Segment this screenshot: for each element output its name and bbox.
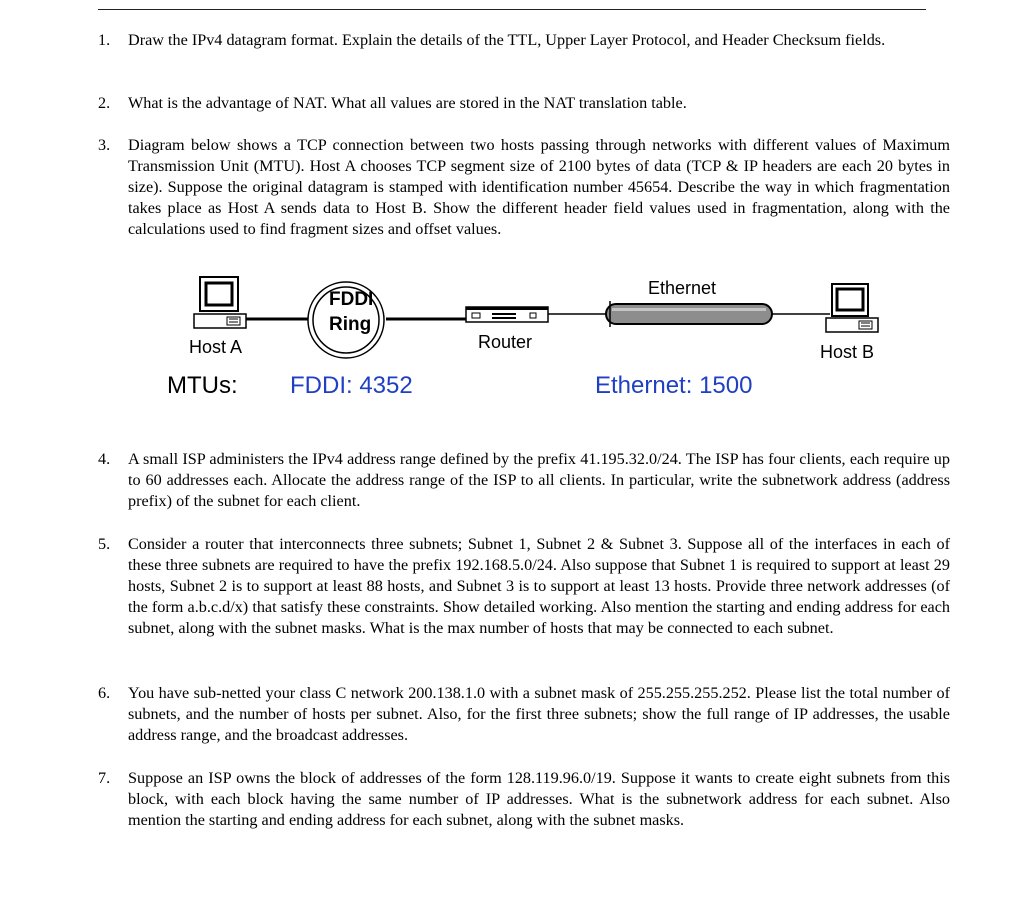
- top-rule: [98, 9, 926, 10]
- ethernet-label: Ethernet: [648, 278, 717, 298]
- question-text: Suppose an ISP owns the block of addresses of the form 128.119.96.0/19. Suppose it wants to create eight subnets from this block, with each block having the same number of IP addresses. What is the subnetwork address for each subnet. Also mention the starting and ending address for each subnet, along with the subnet masks.: [128, 769, 950, 829]
- question-number: 4.: [98, 450, 111, 468]
- ring-label: Ring: [329, 314, 372, 335]
- host-a-computer-icon: [194, 277, 246, 328]
- question-text: What is the advantage of NAT. What all values are stored in the NAT translation table.: [128, 94, 687, 112]
- question-6: [98, 683, 950, 746]
- fddi-label: FDDI: [329, 289, 374, 310]
- question-text: Draw the IPv4 datagram format. Explain the details of the TTL, Upper Layer Protocol, and Header Checksum fields.: [128, 31, 886, 49]
- host-b-label: Host B: [820, 342, 875, 362]
- host-b-computer-icon: [826, 284, 878, 332]
- network-diagram: [0, 268, 1024, 408]
- ethernet-mtu-value: Ethernet: 1500: [595, 372, 753, 399]
- question-number: 2.: [98, 94, 111, 112]
- question-number: 5.: [98, 535, 111, 553]
- mtus-label: MTUs:: [167, 372, 238, 399]
- question-text: A small ISP administers the IPv4 address range defined by the prefix 41.195.32.0/24. The ISP has four clients, each require up to 60 addresses each. Allocate the address range of the ISP to all clients. In particular, write the subnetwork address (address prefix) of the subnet for each client.: [128, 450, 950, 510]
- question-1: [98, 30, 950, 51]
- question-text: Consider a router that interconnects three subnets; Subnet 1, Subnet 2 & Subnet 3. Suppose all of the interfaces in each of these three subnets are required to have the prefix 192.168.5.0/24. Also suppose that Subnet 1 is required to support at least 29 hosts, Subnet 2 is to support at least 88 hosts, and Subnet 3 is to support at least 13 hosts. Provide three network addresses (of the form a.b.c.d/x) that satisfy these constraints. Show detailed working. Also mention the starting and ending address for each subnet, along with the subnet masks. What is the max number of hosts that may be connected to each subnet.: [128, 535, 950, 637]
- question-number: 6.: [98, 684, 111, 702]
- router-label: Router: [478, 332, 533, 352]
- question-7: [98, 768, 950, 831]
- router-icon: [466, 307, 548, 322]
- host-a-label: Host A: [189, 337, 243, 357]
- question-number: 1.: [98, 31, 111, 49]
- question-2: [98, 93, 950, 114]
- question-5: [98, 534, 950, 639]
- question-3: [98, 135, 950, 240]
- question-number: 3.: [98, 136, 111, 154]
- question-text: Diagram below shows a TCP connection between two hosts passing through networks with different values of Maximum Transmission Unit (MTU). Host A chooses TCP segment size of 2100 bytes of data (TCP & IP headers are each 20 bytes in size). Suppose the original datagram is stamped with identification number 45654. Describe the way in which fragmentation takes place as Host A sends data to Host B. Show the different header field values used in fragmentation, along with the calculations used to find fragment sizes and offset values.: [128, 136, 950, 238]
- question-text: You have sub-netted your class C network 200.138.1.0 with a subnet mask of 255.255.255.252. Please list the total number of subnets, and the number of hosts per subnet. Also, for the first three subnets; show the full range of IP addresses, the usable address range, and the broadcast addresses.: [128, 684, 950, 744]
- fddi-mtu-value: FDDI: 4352: [290, 372, 413, 399]
- ethernet-cable-icon: [606, 301, 772, 327]
- question-4: [98, 449, 950, 512]
- question-number: 7.: [98, 769, 111, 787]
